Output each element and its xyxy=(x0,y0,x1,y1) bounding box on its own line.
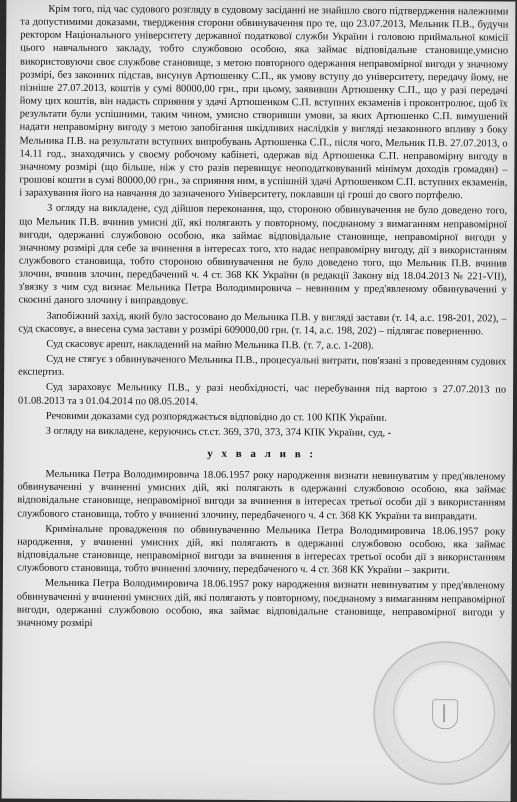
paragraph-property-arrest: Суд скасовує арешт, накладений на майно Мельника П.В. (т. 7, а.с. 1-208). xyxy=(46,338,374,352)
paragraph-acquittal: Мельника Петра Володимировича 18.06.1957 року народження визнати невинуватим у пред'явленому обвинуваченні у вчиненні умисних дій, які полягають в одержанні службовою особою, яка займає відповідальне становище, неправомірної вигоди за вчинення в інтересах третьої особи дії з використанням службового становища, тобто у вчиненні злочину, передбаченого ч. 4 ст. 368 КК України та виправдати. xyxy=(17,468,506,522)
scanned-page xyxy=(2,0,516,802)
paragraph-bail-cancellation: Запобіжний захід, який було застосовано до Мельника П.В. у вигляді застави (т. 14, а.с. 198-201, 202), – суд скасовує, а внесена сума застави у розмірі 609000,00 грн. (т. 14, а.с. 198, 202) – підлягає поверненню. xyxy=(18,310,507,338)
paragraph-court-conclusion: З огляду на викладене, суд дійшов переконання, що, стороною обвинувачення не було доведено того, що Мельник П.В. вчинив умисні дії, які полягають у повторному, поєднаному з вимаганням неправомірної вигоди, одержанні службовою особою, яка займає відповідальне становище, неправомірної вигоди у значному розмірі для себе за вчинення в інтересах того, хто надає неправомірну вигоду, дії з використанням службового становища, тобто стороною обвинувачення не було доведено того, що Мельник П.В. вчинив злочин, вчинив злочин, передбачений ч. 4 ст. 368 КК України (в редакції Закону від 18.04.2013 № 221-VII), з'вязку з чим суд визнає Мельника Петра Володимировича – невинним у пред'явленому обвинуваченні у скоєнні даного злочину і виправдовує. xyxy=(18,203,508,308)
trident-emblem-icon xyxy=(432,699,458,729)
paragraph-physical-evidence: Речовими доказами суд розпоряджається відповідно до ст. 100 КПК України. xyxy=(45,410,387,424)
ruling-heading: у х в а л и в : xyxy=(207,447,317,461)
paragraph-custody-time: Суд зараховує Мельнику П.В., у разі необхідності, час перебування під вартою з 27.07.2013 по 01.08.2013 та з 01.04.2014 по 08.05.2014. xyxy=(17,382,507,408)
court-seal-stamp xyxy=(373,641,516,786)
paragraph-prosecution-claims: Крім того, під час судового розгляду в судовому засіданні не знайшло свого підтвердження належними та допустимими доказами, твердження сторони обвинувачення про те, що 23.07.2013, Мельник П.В., будучи ректором Національного університету державної податкової служби України і головою приймальної комісії цього навчального закладу, тобто службовою особою, яка займає відповідальне становище,умисно використовуючи своє службове становище, з метою повторного одержання неправомірної вигоди у значному розмірі, без законних підстав, висунув Артюшенку С.П., як умову вступу до університету, передачу йому, не пізніше 27.07.2013, коштів у сумі 80000,00 грн., при цьому, заявивши Артюшенку С.П., що у разі передачі йому цих коштів, він надасть сприяння у здачі Артюшенком С.П. вступних екзаменів і проконтролює, щоб їх результати були успішними, таким чином, умисно створивши умови, за яких Артюшенко С.П. вимушений надати неправомірну вигоду з метою запобігання шкідливих наслідків у вигляді незаконного впливу з боку Мельника П.В. на результати вступних випробувань Артюшенка С.П., після чого, Мельник П.В. 27.07.2013, о 14.11 год., знаходячись у своєму робочому кабінеті, одержав від Артюшенка С.П. неправомірну вигоду в значному розмірі (що більше, ніж у сто разів перевищує неоподатковуваний мінімум доходів громадян) – грошові кошти в сумі 80000,00 грн., за сприяння ним, в успішній здачі Артюшенком С.П. вступних екзаменів, і зарахування його на навчання до зазначеного Університету, поклавши ці гроші до свого портфелю. xyxy=(19,3,509,202)
document-body xyxy=(17,3,509,633)
paragraph-second-acquittal: Мельника Петра Володимировича 18.06.1957 року народження визнати невинуватим у пред'явленому обвинуваченні у вчиненні умисних дій, які полягають у повторному, поєднаному з вимаганням неправомірної вигоди, одержанні службовою особою, яка займає відповідальне становище, неправомірної вигоди у значному розмірі xyxy=(16,578,505,629)
paragraph-legal-basis: З огляду на викладене, керуючись ст.ст. 369, 370, 373, 374 КПК України, суд, - xyxy=(45,425,392,439)
paragraph-procedural-costs: Суд не стягує з обвинуваченого Мельника П.В., процесуальні витрати, пов'язані з проведенням судових експертиз. xyxy=(18,353,507,379)
paragraph-proceedings-closed: Кримінальне провадження по обвинуваченню Мельника Петра Володимировича 18.06.1957 року народження, у вчиненні умисних дій, які полягають в одержанні службовою особою, яка займає відповідальне становище, неправомірної вигоди за вчинення в інтересах третьої особи дії з використанням службового становища, тобто вчиненні злочину, передбаченого ч. 4 ст. 368 КК України – закрити. xyxy=(16,523,506,577)
